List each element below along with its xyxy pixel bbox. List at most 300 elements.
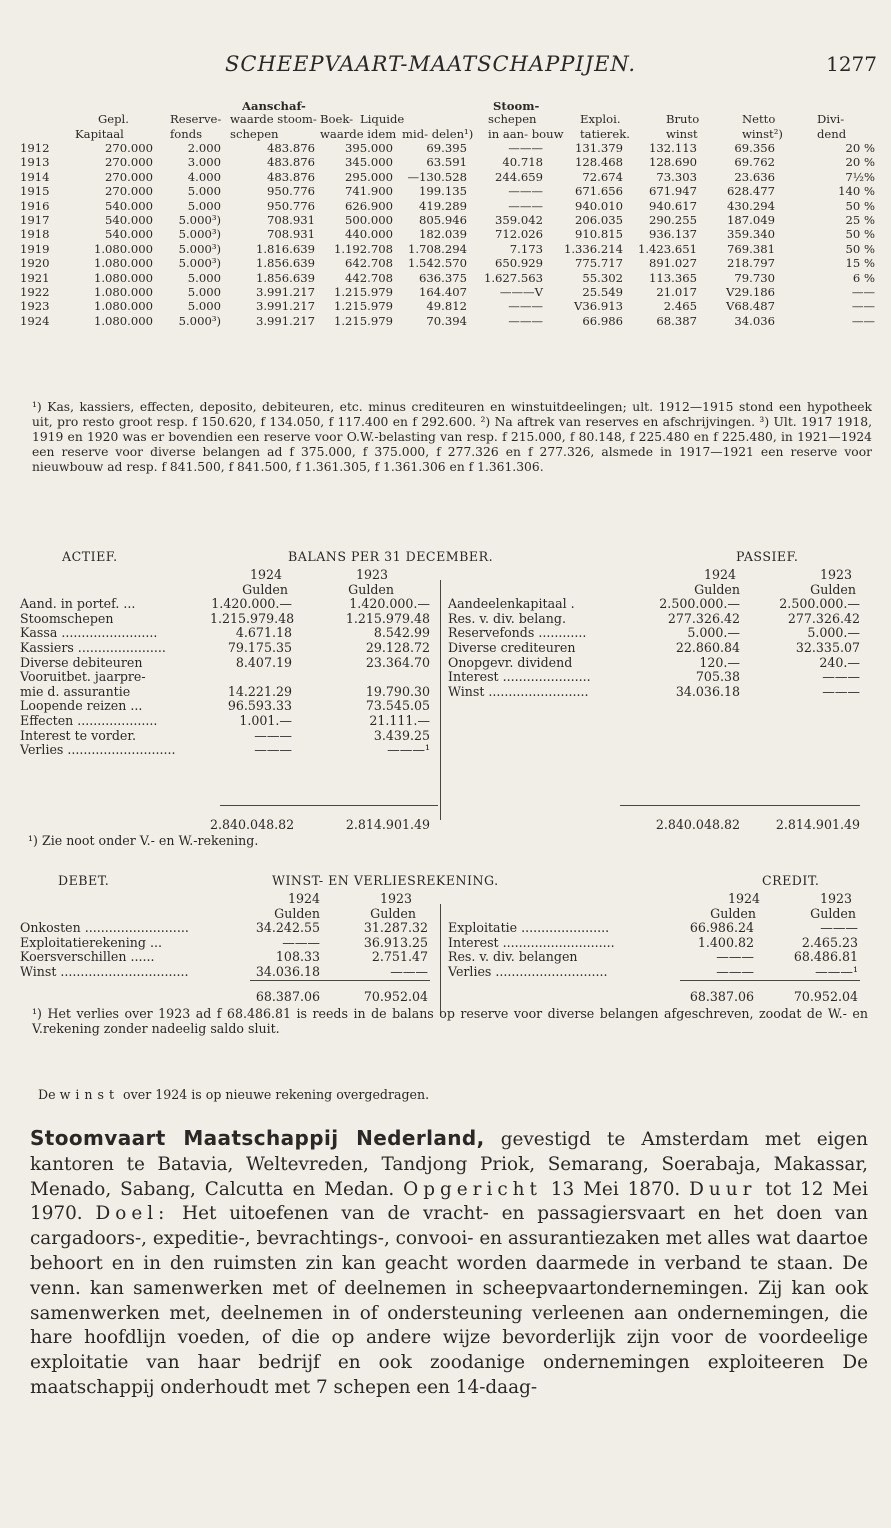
actief-title: ACTIEF. bbox=[62, 549, 118, 564]
actief-label: Stoomschepen bbox=[20, 610, 114, 626]
table-cell: 68.387 bbox=[656, 313, 697, 328]
actief-label: Kassa ........................ bbox=[20, 625, 158, 641]
table-cell: 395.000 bbox=[345, 141, 393, 156]
table-cell: 206.035 bbox=[575, 213, 623, 228]
table-cell: 128.468 bbox=[575, 155, 623, 170]
table-cell: 25 % bbox=[845, 213, 875, 228]
table-cell: 50 % bbox=[845, 241, 875, 256]
passief-1924: 705.38 bbox=[695, 669, 740, 685]
balance-note: ¹) Zie noot onder V.- en W.-rekening. bbox=[28, 833, 259, 848]
table-cell: 270.000 bbox=[105, 169, 153, 184]
table-cell: 1.080.000 bbox=[93, 270, 153, 285]
table-cell: 5.000 bbox=[187, 284, 221, 299]
unit-label: Gulden bbox=[348, 581, 394, 597]
debet-1924: 34.242.55 bbox=[255, 920, 320, 936]
table-cell: 805.946 bbox=[419, 213, 467, 228]
column-header: Kapitaal bbox=[75, 126, 124, 141]
page-number: 1277 bbox=[826, 52, 877, 76]
table-cell: 50 % bbox=[845, 227, 875, 242]
winst-note-prefix: De bbox=[38, 1087, 56, 1102]
actief-1924: 14.221.29 bbox=[227, 683, 292, 699]
total-rule bbox=[620, 805, 860, 806]
column-header: in aan- bouw bbox=[488, 126, 564, 141]
table-cell: 1.215.979 bbox=[333, 313, 393, 328]
actief-1923: 23.364.70 bbox=[365, 654, 430, 670]
total-rule bbox=[220, 805, 438, 806]
credit-1924: 66.986.24 bbox=[689, 920, 754, 936]
table-cell: 775.717 bbox=[575, 256, 623, 271]
column-header: fonds bbox=[170, 126, 203, 141]
table-cell: 936.137 bbox=[649, 227, 697, 242]
year-cell: 1913 bbox=[20, 155, 50, 170]
credit-1923: 68.486.81 bbox=[793, 949, 858, 965]
unit-label: Gulden bbox=[810, 905, 856, 921]
table-cell: 20 % bbox=[845, 141, 875, 156]
passief-1923: 2.500.000.— bbox=[779, 596, 860, 612]
table-cell: 483.876 bbox=[267, 141, 315, 156]
table-cell: ——— bbox=[508, 198, 543, 213]
table-cell: 63.591 bbox=[426, 155, 467, 170]
credit-1923: 2.465.23 bbox=[801, 934, 858, 950]
table-cell: 23.636 bbox=[734, 169, 775, 184]
table-cell: 1.423.651 bbox=[637, 241, 697, 256]
passief-title: PASSIEF. bbox=[736, 549, 799, 564]
balance-row bbox=[20, 699, 872, 714]
table-cell: 442.708 bbox=[345, 270, 393, 285]
table-cell: ———V bbox=[499, 284, 543, 299]
table-cell: 20 % bbox=[845, 155, 875, 170]
table-cell: 1.080.000 bbox=[93, 241, 153, 256]
table-cell: 1.542.570 bbox=[407, 256, 467, 271]
credit-label: Interest ............................ bbox=[448, 934, 615, 950]
column-divider bbox=[440, 580, 441, 820]
company-location: gevestigd te Amsterdam met eigen kantoren te Batavia, Weltevreden, Tandjong Priok, Semarang, Soerabaja, Makassar, Menado, Sabang, Calcutta en Medan. bbox=[30, 1129, 869, 1200]
winst-note bbox=[38, 1087, 868, 1102]
unit-label: Gulden bbox=[242, 581, 288, 597]
year-cell: 1921 bbox=[20, 270, 50, 285]
table-cell: 79.730 bbox=[734, 270, 775, 285]
credit-label: Exploitatie ...................... bbox=[448, 920, 610, 936]
table-cell: 66.986 bbox=[582, 313, 623, 328]
table-cell: 50 % bbox=[845, 198, 875, 213]
column-header: waarde stoom- bbox=[230, 112, 317, 127]
balance-title: BALANS PER 31 DECEMBER. bbox=[288, 549, 494, 564]
balance-row bbox=[20, 729, 872, 744]
year-1923: 1923 bbox=[819, 891, 852, 906]
pl-row bbox=[20, 950, 872, 965]
profit-loss-account bbox=[20, 873, 872, 1004]
actief-label: Diverse debiteuren bbox=[20, 654, 143, 670]
passief-label: Diverse crediteuren bbox=[448, 639, 576, 655]
table-cell: 540.000 bbox=[105, 227, 153, 242]
balance-year-row bbox=[20, 568, 872, 583]
pl-year-row bbox=[20, 892, 872, 907]
balance-note-row bbox=[28, 834, 628, 849]
table-cell: 49.812 bbox=[426, 299, 467, 314]
table-cell: 5.000³) bbox=[178, 227, 221, 242]
table-cell: 1.856.639 bbox=[255, 256, 315, 271]
table-cell: 1.080.000 bbox=[93, 299, 153, 314]
passief-label: Onopgevr. dividend bbox=[448, 654, 573, 670]
table-cell: 5.000³) bbox=[178, 256, 221, 271]
table-cell: —— bbox=[851, 284, 875, 299]
year-cell: 1920 bbox=[20, 256, 50, 271]
credit-1924: ——— bbox=[716, 949, 754, 965]
winst-note-word: winst bbox=[59, 1087, 120, 1102]
table-cell: 1.215.979 bbox=[333, 299, 393, 314]
table-cell: 132.113 bbox=[649, 141, 697, 156]
column-header: Gepl. bbox=[98, 112, 129, 127]
year-cell: 1915 bbox=[20, 184, 50, 199]
unit-label: Gulden bbox=[810, 581, 856, 597]
table-cell: 910.815 bbox=[575, 227, 623, 242]
group-header-stoom: Stoom- bbox=[493, 99, 540, 113]
passief-1924: 34.036.18 bbox=[675, 683, 740, 699]
balance-row bbox=[20, 685, 872, 700]
actief-label: Aand. in portef. ... bbox=[20, 596, 136, 612]
table-cell: 69.356 bbox=[734, 141, 775, 156]
table-cell: 3.000 bbox=[187, 155, 221, 170]
passief-label: Winst ......................... bbox=[448, 683, 589, 699]
total-rule bbox=[250, 980, 430, 981]
debet-label: Koersverschillen ...... bbox=[20, 949, 155, 965]
actief-1923: 21.111.— bbox=[369, 712, 430, 728]
table-cell: 25.549 bbox=[582, 284, 623, 299]
debet-label: Exploitatierekening ... bbox=[20, 934, 162, 950]
table-cell: 7.173 bbox=[509, 241, 543, 256]
credit-title: CREDIT. bbox=[762, 873, 820, 888]
debet-1924: 108.33 bbox=[275, 949, 320, 965]
total-value: 2.840.048.82 bbox=[655, 817, 740, 832]
year-cell: 1916 bbox=[20, 198, 50, 213]
balance-row bbox=[20, 670, 872, 685]
table-cell: 440.000 bbox=[345, 227, 393, 242]
balance-totals-row bbox=[20, 818, 872, 833]
table-cell: 34.036 bbox=[734, 313, 775, 328]
page-header bbox=[0, 52, 891, 82]
company-name: Stoomvaart Maatschappij Nederland, bbox=[30, 1126, 485, 1150]
table-cell: 419.289 bbox=[419, 198, 467, 213]
credit-1923: ——— bbox=[820, 920, 858, 936]
actief-1924: 96.593.33 bbox=[227, 698, 292, 714]
balance-row bbox=[20, 626, 872, 641]
table-cell: ——— bbox=[508, 299, 543, 314]
balance-row bbox=[20, 597, 872, 612]
column-header: tatierek. bbox=[580, 126, 630, 141]
passief-1924: 2.500.000.— bbox=[659, 596, 740, 612]
total-value: 68.387.06 bbox=[689, 989, 754, 1004]
table-cell: 5.000 bbox=[187, 270, 221, 285]
table-cell: 3.991.217 bbox=[255, 284, 315, 299]
table-cell: 950.776 bbox=[267, 184, 315, 199]
actief-1923: 8.542.99 bbox=[373, 625, 430, 641]
table-cell: 73.303 bbox=[656, 169, 697, 184]
balance-row bbox=[20, 656, 872, 671]
actief-label: Loopende reizen ... bbox=[20, 698, 143, 714]
table-cell: 182.039 bbox=[419, 227, 467, 242]
table-cell: 671.656 bbox=[575, 184, 623, 199]
actief-1924: 1.420.000.— bbox=[211, 596, 292, 612]
actief-1923: 73.545.05 bbox=[365, 698, 430, 714]
table-cell: 131.379 bbox=[575, 141, 623, 156]
passief-1924: 5.000.— bbox=[687, 625, 740, 641]
unit-label: Gulden bbox=[274, 905, 320, 921]
column-header: Liquide bbox=[360, 112, 405, 127]
debet-title: DEBET. bbox=[58, 873, 110, 888]
table-cell: 5.000 bbox=[187, 184, 221, 199]
year-1923: 1923 bbox=[379, 891, 412, 906]
table-cell: 290.255 bbox=[649, 213, 697, 228]
table-cell: 5.000³) bbox=[178, 313, 221, 328]
debet-1923: 36.913.25 bbox=[363, 934, 428, 950]
column-header: waarde idem bbox=[320, 126, 397, 141]
balance-titles bbox=[20, 550, 872, 568]
passief-label: Interest ...................... bbox=[448, 669, 591, 685]
credit-label: Res. v. div. belangen bbox=[448, 949, 578, 965]
table-cell: 2.000 bbox=[187, 141, 221, 156]
total-value: 68.387.06 bbox=[255, 989, 320, 1004]
table-cell: 244.659 bbox=[495, 169, 543, 184]
debet-1923: ——— bbox=[390, 963, 428, 979]
pl-note bbox=[32, 1006, 868, 1036]
table-cell: 113.365 bbox=[649, 270, 697, 285]
credit-1924: 1.400.82 bbox=[697, 934, 754, 950]
table-cell: 708.931 bbox=[267, 227, 315, 242]
table-cell: 1.080.000 bbox=[93, 284, 153, 299]
table-cell: ——— bbox=[508, 141, 543, 156]
actief-label: Verlies ........................... bbox=[20, 742, 176, 758]
table-cell: V68.487 bbox=[726, 299, 775, 314]
year-1923: 1923 bbox=[355, 567, 388, 582]
balance-row bbox=[20, 612, 872, 627]
pl-row bbox=[20, 921, 872, 936]
table-cell: ——— bbox=[508, 313, 543, 328]
table-cell: 72.674 bbox=[582, 169, 623, 184]
table-cell: 69.762 bbox=[734, 155, 775, 170]
table-cell: 140 % bbox=[838, 184, 875, 199]
table-cell: —— bbox=[851, 313, 875, 328]
actief-1923: 29.128.72 bbox=[365, 639, 430, 655]
unit-label: Gulden bbox=[710, 905, 756, 921]
pl-titles bbox=[20, 874, 872, 892]
table-cell: 7½% bbox=[845, 169, 875, 184]
table-cell: 270.000 bbox=[105, 141, 153, 156]
actief-1923: 19.790.30 bbox=[365, 683, 430, 699]
table-cell: 671.947 bbox=[649, 184, 697, 199]
column-header: Reserve- bbox=[170, 112, 222, 127]
credit-1924: ——— bbox=[716, 963, 754, 979]
year-cell: 1922 bbox=[20, 284, 50, 299]
table-cell: 128.690 bbox=[649, 155, 697, 170]
column-header: schepen bbox=[488, 112, 537, 127]
balance-sheet bbox=[20, 549, 872, 848]
table-cell: 540.000 bbox=[105, 198, 153, 213]
credit-label: Verlies ............................ bbox=[448, 963, 608, 979]
column-header: mid- delen¹) bbox=[402, 126, 474, 141]
year-cell: 1917 bbox=[20, 213, 50, 228]
column-header: Netto bbox=[742, 112, 776, 127]
pl-row bbox=[20, 965, 872, 980]
total-value: 2.840.048.82 bbox=[210, 817, 295, 832]
table-cell: 70.394 bbox=[426, 313, 467, 328]
table-cell: 187.049 bbox=[727, 213, 775, 228]
year-1924: 1924 bbox=[287, 891, 320, 906]
passief-1923: 5.000.— bbox=[807, 625, 860, 641]
passief-1924: 120.— bbox=[699, 654, 740, 670]
table-cell: 69.395 bbox=[426, 141, 467, 156]
total-value: 70.952.04 bbox=[793, 989, 858, 1004]
column-header: schepen bbox=[230, 126, 279, 141]
table-cell: 626.900 bbox=[345, 198, 393, 213]
debet-label: Winst ................................ bbox=[20, 963, 189, 979]
table-cell: 1.336.214 bbox=[563, 241, 623, 256]
passief-label: Res. v. div. belang. bbox=[448, 610, 566, 626]
unit-label: Gulden bbox=[370, 905, 416, 921]
table-cell: 1.856.639 bbox=[255, 270, 315, 285]
label-duur: Duur bbox=[689, 1178, 757, 1200]
actief-label: Interest te vorder. bbox=[20, 727, 136, 743]
table-cell: 218.797 bbox=[727, 256, 775, 271]
total-value: 2.814.901.49 bbox=[775, 817, 860, 832]
passief-1924: 22.860.84 bbox=[675, 639, 740, 655]
table-cell: 891.027 bbox=[649, 256, 697, 271]
balance-row bbox=[20, 641, 872, 656]
balance-row bbox=[20, 714, 872, 729]
actief-1924: 1.215.979.48 bbox=[210, 610, 295, 626]
table-cell: 1.215.979 bbox=[333, 284, 393, 299]
company-description bbox=[30, 1126, 868, 1401]
table-cell: 3.991.217 bbox=[255, 299, 315, 314]
table-cell: 359.340 bbox=[727, 227, 775, 242]
year-1924: 1924 bbox=[727, 891, 760, 906]
table-cell: 40.718 bbox=[502, 155, 543, 170]
table-cell: 940.617 bbox=[649, 198, 697, 213]
column-header: Divi- bbox=[817, 112, 845, 127]
year-cell: 1912 bbox=[20, 141, 50, 156]
actief-1924: ——— bbox=[254, 742, 292, 758]
passief-label: Reservefonds ............ bbox=[448, 625, 587, 641]
year-cell: 1924 bbox=[20, 313, 50, 328]
table-cell: 950.776 bbox=[267, 198, 315, 213]
table-cell: V29.186 bbox=[726, 284, 775, 299]
year-1924: 1924 bbox=[249, 567, 282, 582]
footnote-top bbox=[32, 400, 872, 475]
actief-1924: 8.407.19 bbox=[235, 654, 292, 670]
actief-label: mie d. assurantie bbox=[20, 683, 131, 699]
table-cell: 483.876 bbox=[267, 155, 315, 170]
year-1923: 1923 bbox=[819, 567, 852, 582]
running-title: SCHEEPVAART-MAATSCHAPPIJEN. bbox=[225, 52, 637, 76]
credit-1923: ———¹ bbox=[815, 963, 858, 979]
table-cell: 5.000³) bbox=[178, 241, 221, 256]
debet-1924: ——— bbox=[282, 934, 320, 950]
year-1924: 1924 bbox=[703, 567, 736, 582]
passief-1923: 240.— bbox=[819, 654, 860, 670]
footnote-text: ¹) Kas, kassiers, effecten, deposito, debiteuren, etc. minus crediteuren en winstuitdeelingen; ult. 1912—1915 stond een hypotheek uit, pro resto groot resp. f 150.620, f 134.050, f 117.400 en f 292.600. ²) Na aftrek van reserves en afschrijvingen. ³) Ult. 1917 1918, 1919 en 1920 was er bovendien een reserve voor O.W.-belasting van resp. f 215.000, f 80.148, f 225.480 en f 225.480, in 1921—1924 een reserve voor diverse belangen ad f 375.000, f 375.000, f 277.326 en f 277.326, alsmede in 1917—1921 een reserve voor nieuwbouw ad resp. f 841.500, f 841.500, f 1.361.305, f 1.361.306 en f 1.361.306. bbox=[32, 400, 872, 474]
table-cell: 270.000 bbox=[105, 155, 153, 170]
text-doel: Het uitoefenen van de vracht- en passagiersvaart en het doen van cargadoors-, expeditie-, bevrachtings-, convooi- en assurantiezaken met alles wat daartoe behoort en in den ruimsten zin kan geacht worden daarmede in verband te staan. De venn. kan samenwerken met of deelnemen in scheepvaartondernemingen. Zij kan ook samenwerken met, deelnemen in of ondersteuning verleenen aan ondernemingen, die hare hoofdlijn voeden, of die op andere wijze bevorderlijk zijn voor de voordeelige exploitatie van haar bedrijf en ook zoodanige ondernemingen exploiteeren De maatschappij onderhoudt met 7 schepen een 14-daag- bbox=[30, 1203, 868, 1398]
label-opgericht: Opgericht bbox=[403, 1178, 542, 1200]
column-header: winst bbox=[666, 126, 698, 141]
actief-1924: 79.175.35 bbox=[227, 639, 292, 655]
table-cell: 712.026 bbox=[495, 227, 543, 242]
balance-unit-row bbox=[20, 583, 872, 598]
table-cell: 769.381 bbox=[727, 241, 775, 256]
balance-rows bbox=[20, 597, 872, 758]
pl-totals-row bbox=[20, 990, 872, 1005]
actief-1924: 4.671.18 bbox=[235, 625, 292, 641]
year-cell: 1918 bbox=[20, 227, 50, 242]
table-cell: 5.000 bbox=[187, 198, 221, 213]
unit-label: Gulden bbox=[694, 581, 740, 597]
pl-rows bbox=[20, 921, 872, 979]
passief-label: Aandeelenkapitaal . bbox=[448, 596, 575, 612]
table-cell: 483.876 bbox=[267, 169, 315, 184]
table-cell: ——— bbox=[508, 184, 543, 199]
table-cell: 6 % bbox=[852, 270, 875, 285]
pl-unit-row bbox=[20, 907, 872, 922]
winst-note-text: over 1924 is op nieuwe rekening overgedragen. bbox=[123, 1087, 430, 1102]
group-header-aanschaf: Aanschaf- bbox=[242, 99, 306, 113]
table-cell: 650.929 bbox=[495, 256, 543, 271]
debet-label: Onkosten .......................... bbox=[20, 920, 189, 936]
year-cell: 1923 bbox=[20, 299, 50, 314]
actief-label: Effecten .................... bbox=[20, 712, 158, 728]
passief-1923: 32.335.07 bbox=[795, 639, 860, 655]
actief-1923: 1.215.979.48 bbox=[345, 610, 430, 626]
passief-1923: 277.326.42 bbox=[787, 610, 860, 626]
table-cell: 430.294 bbox=[727, 198, 775, 213]
debet-1923: 31.287.32 bbox=[363, 920, 428, 936]
pl-title: WINST- EN VERLIESREKENING. bbox=[272, 873, 499, 888]
passief-1923: ——— bbox=[822, 683, 860, 699]
label-doel: Doel: bbox=[95, 1203, 170, 1225]
table-cell: 2.465 bbox=[663, 299, 697, 314]
passief-1924: 277.326.42 bbox=[667, 610, 740, 626]
table-cell: 15 % bbox=[845, 256, 875, 271]
actief-1924: 1.001.— bbox=[239, 712, 292, 728]
actief-1923: 1.420.000.— bbox=[349, 596, 430, 612]
pl-note-text: ¹) Het verlies over 1923 ad f 68.486.81 is reeds in de balans op reserve voor diverse belangen afgeschreven, zoodat de W.- en V.rekening zonder nadeelig saldo sluit. bbox=[32, 1006, 868, 1036]
table-cell: 55.302 bbox=[582, 270, 623, 285]
table-cell: 164.407 bbox=[419, 284, 467, 299]
table-cell: 270.000 bbox=[105, 184, 153, 199]
text-duur: tot 12 Mei 1970. bbox=[30, 1178, 868, 1225]
table-cell: 21.017 bbox=[656, 284, 697, 299]
table-cell: 642.708 bbox=[345, 256, 393, 271]
table-cell: 4.000 bbox=[187, 169, 221, 184]
table-cell: —— bbox=[851, 299, 875, 314]
table-cell: 1.627.563 bbox=[483, 270, 543, 285]
column-header: winst²) bbox=[742, 126, 783, 141]
table-cell: 940.010 bbox=[575, 198, 623, 213]
table-cell: 628.477 bbox=[727, 184, 775, 199]
table-cell: 500.000 bbox=[345, 213, 393, 228]
table-cell: 1.080.000 bbox=[93, 313, 153, 328]
table-cell: 1.816.639 bbox=[255, 241, 315, 256]
table-cell: 1.192.708 bbox=[333, 241, 393, 256]
pl-row bbox=[20, 936, 872, 951]
passief-1923: ——— bbox=[822, 669, 860, 685]
year-cell: 1914 bbox=[20, 169, 50, 184]
table-cell: 345.000 bbox=[345, 155, 393, 170]
table-cell: 199.135 bbox=[419, 184, 467, 199]
total-rule bbox=[680, 980, 860, 981]
text-opgericht: 13 Mei 1870. bbox=[550, 1178, 681, 1200]
table-cell: V36.913 bbox=[574, 299, 623, 314]
table-cell: 295.000 bbox=[345, 169, 393, 184]
actief-1924: ——— bbox=[254, 727, 292, 743]
